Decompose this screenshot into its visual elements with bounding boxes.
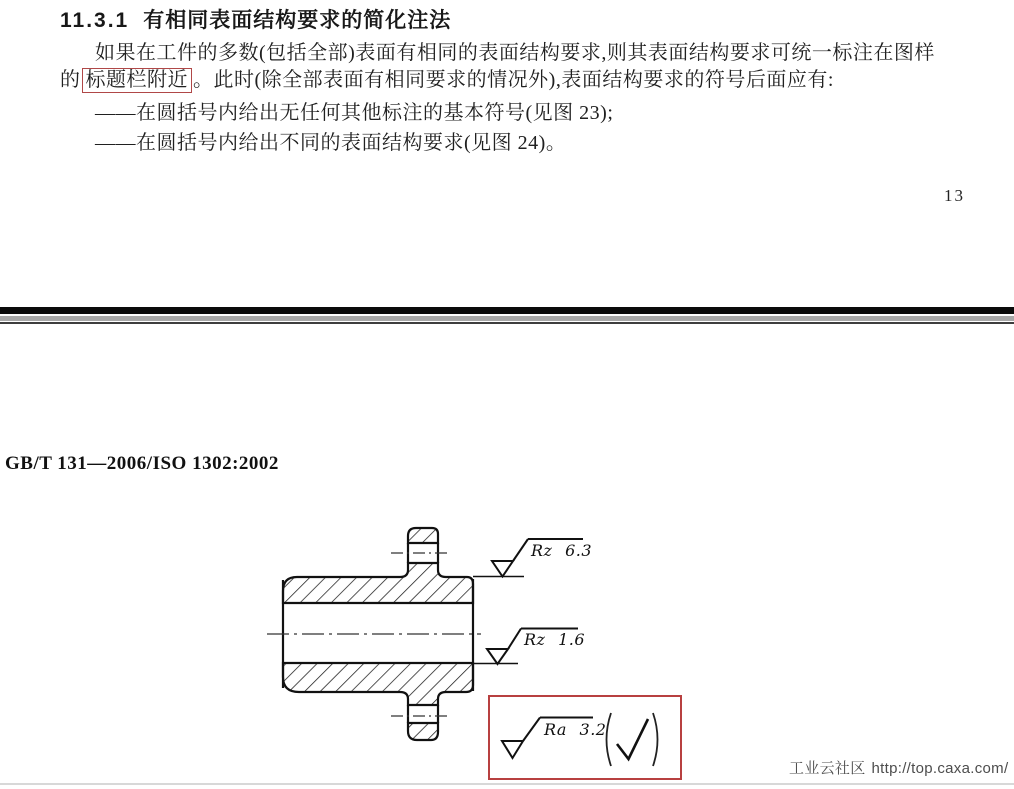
rz63-triangle-icon [492, 561, 513, 577]
paragraph-line-2-prefix: 的 [60, 69, 81, 91]
site-url: http://top.caxa.com/ [871, 760, 1009, 777]
rz16-triangle-icon [487, 649, 508, 664]
annotation-red-box [488, 695, 682, 780]
section-title: 有相同表面结构要求的简化注法 [143, 9, 452, 32]
page-number: 13 [944, 186, 965, 205]
surface-roughness-symbol-rz-1-6 [473, 629, 585, 665]
bullet-item-1: ——在圆括号内给出无任何其他标注的基本符号(见图 23); [95, 102, 614, 124]
part-top-wall-section [283, 563, 473, 603]
section-number: 11.3.1 [60, 9, 130, 32]
part-bottom-wall-section [283, 663, 473, 705]
part-bottom-boss-cap [408, 723, 438, 740]
bottom-scan-line [0, 783, 1014, 785]
paragraph-line-2-suffix: 。此时(除全部表面有相同要求的情况外),表面结构要求的符号后面应有: [193, 69, 834, 91]
watermark-footer [789, 757, 1008, 778]
standard-reference: GB/T 131—2006/ISO 1302:2002 [5, 453, 279, 474]
rz63-slant-arm [513, 539, 528, 561]
community-name: 工业云社区 [789, 760, 866, 777]
highlighted-text-red-box: 标题栏附近 [82, 68, 193, 93]
rz16-slant-arm [508, 629, 521, 650]
surface-roughness-symbol-rz-6-3 [473, 539, 592, 577]
rz63-label: Rz 6.3 [531, 541, 593, 560]
part-top-boss-cap [408, 528, 438, 543]
ra32-label: Ra 3.2 [544, 720, 607, 739]
paragraph-line-1: 如果在工件的多数(包括全部)表面有相同的表面结构要求,则其表面结构要求可统一标注在图样 [95, 42, 935, 64]
bullet-item-2: ——在圆括号内给出不同的表面结构要求(见图 24)。 [95, 132, 567, 154]
rz16-label: Rz 1.6 [524, 630, 586, 649]
